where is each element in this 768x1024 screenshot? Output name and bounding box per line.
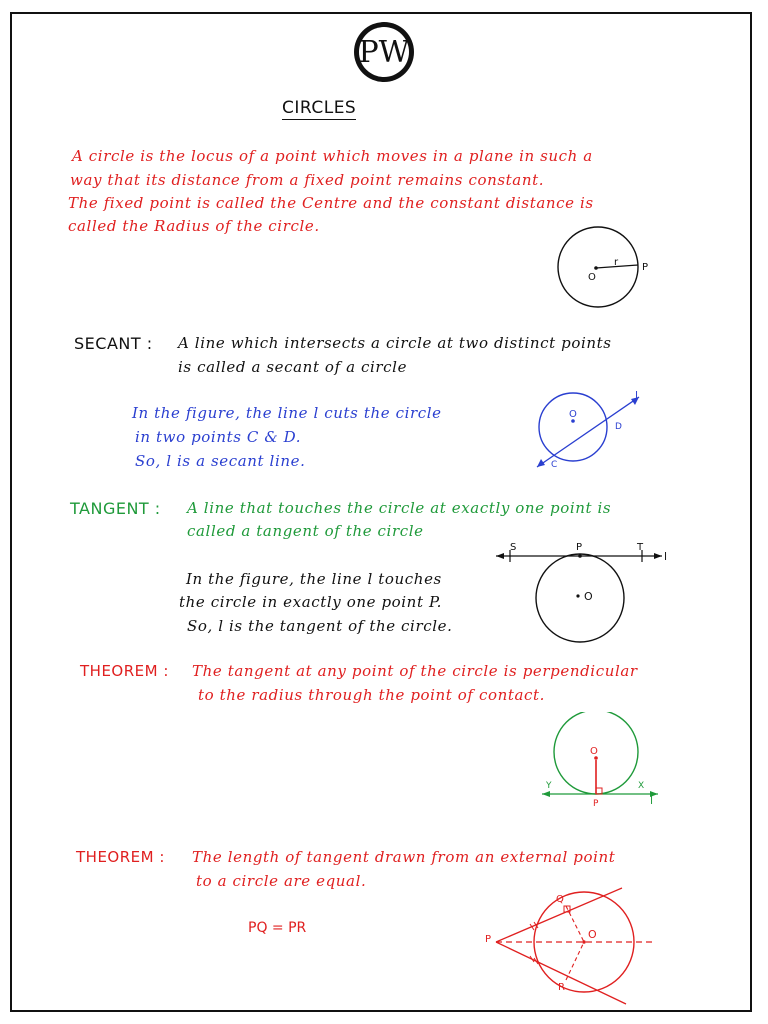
definition-line-2: way that its distance from a fixed point remains constant. — [70, 171, 545, 189]
tangent-note-2: the circle in exactly one point P. — [179, 593, 442, 611]
label-l: l — [664, 550, 668, 563]
theorem2-heading: THEOREM : — [76, 848, 165, 866]
label-r: R — [558, 982, 565, 993]
tangent-note-1: In the figure, the line l touches — [186, 570, 442, 588]
tangent-line-2: called a tangent of the circle — [187, 522, 424, 540]
label-s: S — [510, 542, 517, 553]
figure-circle-radius — [550, 225, 660, 315]
definition-line-1: A circle is the locus of a point which moves in a plane in such a — [72, 147, 593, 165]
tangent-note-3: So, l is the tangent of the circle. — [187, 617, 453, 635]
label-p: P — [642, 262, 649, 273]
theorem2-line-2: to a circle are equal. — [196, 872, 367, 890]
figure-secant — [525, 385, 655, 477]
label-y: Y — [546, 781, 552, 791]
page-title: CIRCLES — [282, 98, 357, 118]
definition-line-3: The fixed point is called the Centre and the constant distance is — [68, 194, 594, 212]
theorem1-line-2: to the radius through the point of contact. — [198, 686, 546, 704]
label-q: Q — [556, 894, 564, 905]
theorem2-equation: PQ = PR — [248, 920, 307, 936]
secant-note-1: In the figure, the line l cuts the circle — [132, 404, 442, 422]
label-o: O — [588, 928, 597, 941]
logo-text: PW — [358, 35, 410, 70]
label-l: l — [650, 794, 654, 807]
figure-theorem-equal-tangents — [480, 882, 660, 1010]
label-o: O — [584, 590, 593, 603]
secant-heading: SECANT : — [74, 334, 153, 353]
label-c: C — [551, 460, 558, 470]
figure-theorem-perpendicular — [538, 712, 668, 812]
label-x: X — [638, 781, 645, 791]
label-d: D — [615, 422, 622, 432]
label-r: r — [614, 257, 619, 268]
label-l: l — [635, 389, 639, 402]
label-p: P — [485, 934, 492, 945]
tangent-line-1: A line that touches the circle at exactly one point is — [187, 499, 612, 517]
theorem2-line-1: The length of tangent drawn from an external point — [192, 848, 616, 866]
definition-line-4: called the Radius of the circle. — [68, 217, 320, 235]
secant-note-3: So, l is a secant line. — [135, 452, 306, 470]
secant-note-2: in two points C & D. — [135, 428, 302, 446]
secant-line-1: A line which intersects a circle at two distinct points — [178, 334, 612, 352]
label-o: O — [588, 272, 596, 283]
label-t: T — [637, 542, 644, 553]
label-o: O — [590, 746, 598, 757]
label-o: O — [569, 409, 577, 420]
label-p: P — [593, 799, 599, 809]
secant-line-2: is called a secant of a circle — [178, 358, 408, 376]
theorem1-heading: THEOREM : — [80, 662, 169, 680]
pw-logo — [352, 20, 416, 84]
figure-tangent — [492, 538, 672, 650]
theorem1-line-1: The tangent at any point of the circle is perpendicular — [192, 662, 638, 680]
label-p: P — [576, 542, 583, 553]
tangent-heading: TANGENT : — [70, 499, 161, 518]
